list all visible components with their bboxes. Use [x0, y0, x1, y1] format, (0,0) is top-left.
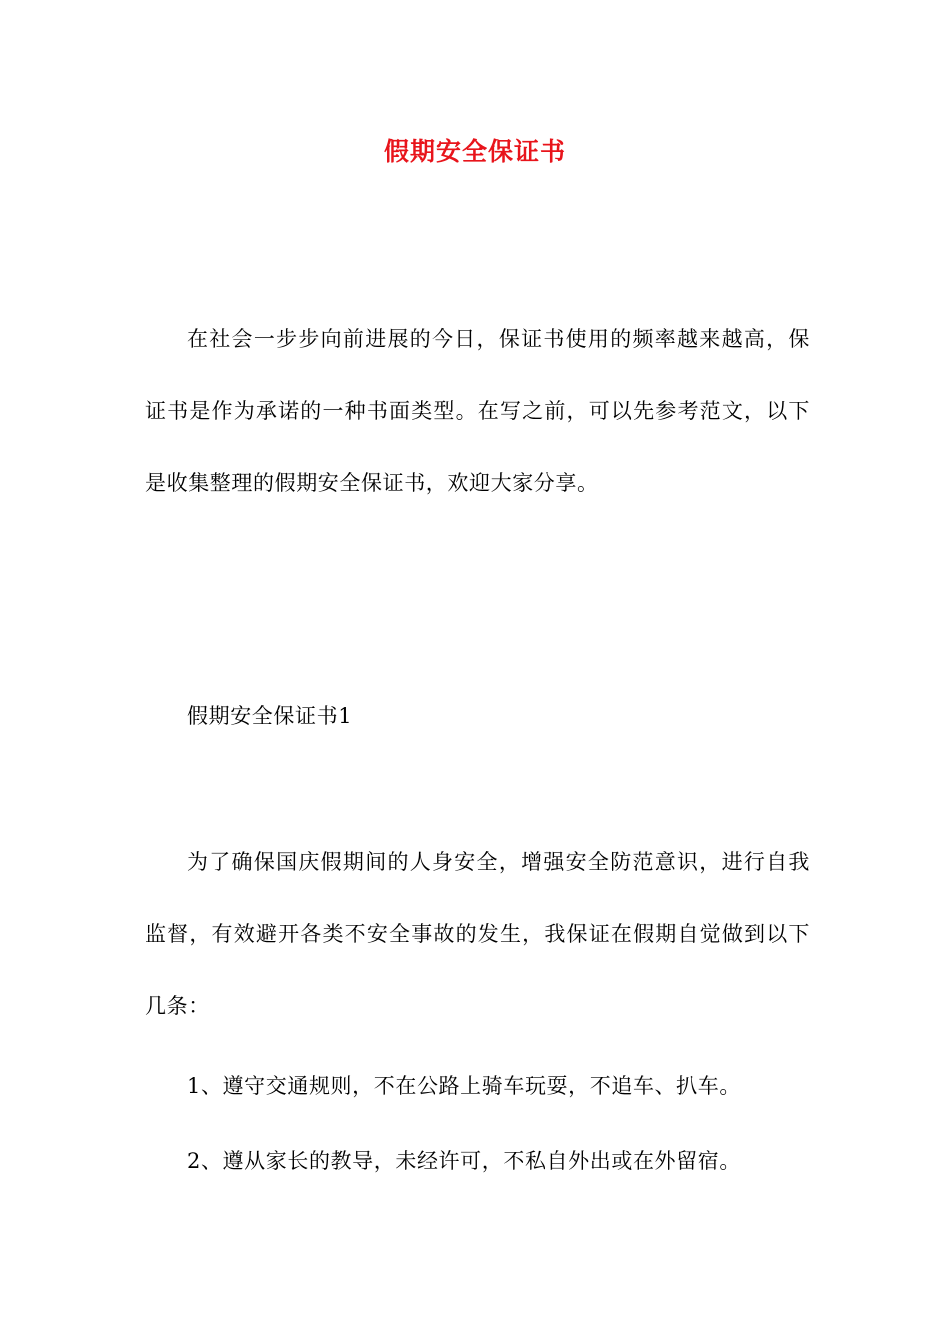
body-paragraph: 为了确保国庆假期间的人身安全，增强安全防范意识，进行自我监督，有效避开各类不安全事故的发生，我保证在假期自觉做到以下几条： — [145, 850, 810, 1018]
document-title: 假期安全保证书 — [383, 137, 566, 166]
list-item: 1、遵守交通规则，不在公路上骑车玩耍，不追车、扒车。 — [187, 1074, 741, 1098]
list-item: 2、遵从家长的教导，未经许可，不私自外出或在外留宿。 — [187, 1149, 741, 1173]
intro-paragraph: 在社会一步步向前进展的今日，保证书使用的频率越来越高，保证书是作为承诺的一种书面类型。在写之前，可以先参考范文，以下是收集整理的假期安全保证书，欢迎大家分享。 — [145, 327, 810, 495]
section-heading: 假期安全保证书1 — [187, 704, 353, 728]
